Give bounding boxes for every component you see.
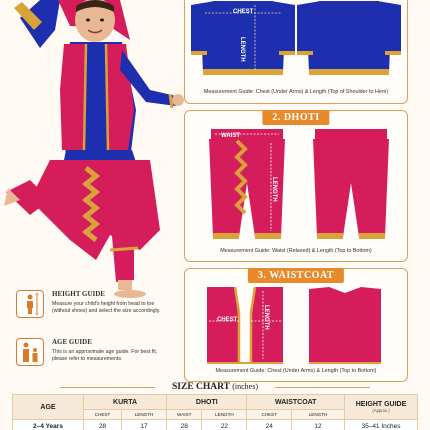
height-guide-title: HEIGHT GUIDE [52, 290, 105, 298]
kurta-measurement-guide: Measurement Guide: Chest (Under Arms) & Length (Top of Shoulder to Hem) [203, 89, 389, 95]
col-age: AGE [13, 395, 84, 420]
waistcoat-length-label: LENGTH [263, 305, 269, 330]
cell-dhoti-waist: 28 [167, 420, 202, 430]
waistcoat-panel [184, 268, 408, 382]
col-dhoti-waist: WAIST [167, 410, 202, 420]
col-height-label: HEIGHT GUIDE [355, 401, 407, 408]
col-dhoti-length: LENGTH [202, 410, 247, 420]
age-guide-title: AGE GUIDE [52, 338, 92, 346]
kurta-panel [184, 0, 408, 104]
col-kurta-chest: CHEST [84, 410, 122, 420]
parent-child-icon [16, 338, 44, 366]
waistcoat-measurement-guide: Measurement Guide: Chest (Under Arms) & Length (Top to Bottom) [215, 368, 377, 374]
cell-waistcoat-length: 12 [292, 420, 345, 430]
kurta-chest-label: CHEST [233, 9, 254, 15]
col-dhoti: DHOTI [167, 395, 247, 410]
waistcoat-title: 3. WAISTCOAT [248, 268, 344, 283]
size-chart-unit: (inches) [232, 382, 258, 391]
model-photo [0, 0, 184, 300]
kurta-illustration [185, 0, 407, 89]
cell-dhoti-length: 22 [202, 420, 247, 430]
dhoti-measurement-guide: Measurement Guide: Waist (Relaxed) & Length (Top to Bottom) [220, 248, 372, 254]
height-guide-text: Measure your child's height from head to toe (without shoes) and select the size accordingly. [52, 301, 161, 315]
col-height-note: (Approx.) [372, 408, 390, 413]
dhoti-title: 2. DHOTI [262, 110, 329, 125]
col-height [345, 395, 418, 420]
age-guide-text: This is an approximate age guide. For best fit, please refer to measurements. [52, 349, 158, 363]
col-waistcoat: WAISTCOAT [247, 395, 345, 410]
height-measure-icon [16, 290, 44, 318]
waistcoat-illustration [185, 283, 407, 367]
col-kurta: KURTA [84, 395, 167, 410]
col-kurta-length: LENGTH [122, 410, 167, 420]
dhoti-panel [184, 110, 408, 262]
dhoti-illustration [185, 123, 407, 247]
size-chart-table [12, 394, 418, 430]
kurta-length-label: LENGTH [239, 37, 245, 62]
col-waistcoat-chest: CHEST [247, 410, 292, 420]
col-waistcoat-length: LENGTH [292, 410, 345, 420]
cell-height: 35–41 Inches [345, 420, 418, 430]
dhoti-length-label: LENGTH [271, 177, 277, 202]
size-chart-heading: SIZE CHART [172, 382, 230, 392]
cell-kurta-length: 17 [122, 420, 167, 430]
dhoti-waist-label: WAIST [221, 133, 240, 139]
cell-waistcoat-chest: 24 [247, 420, 292, 430]
size-chart-title [0, 382, 430, 392]
cell-kurta-chest: 28 [84, 420, 122, 430]
waistcoat-chest-label: CHEST [217, 317, 238, 323]
table-row [13, 420, 418, 430]
cell-age: 2–4 Years [13, 420, 84, 430]
